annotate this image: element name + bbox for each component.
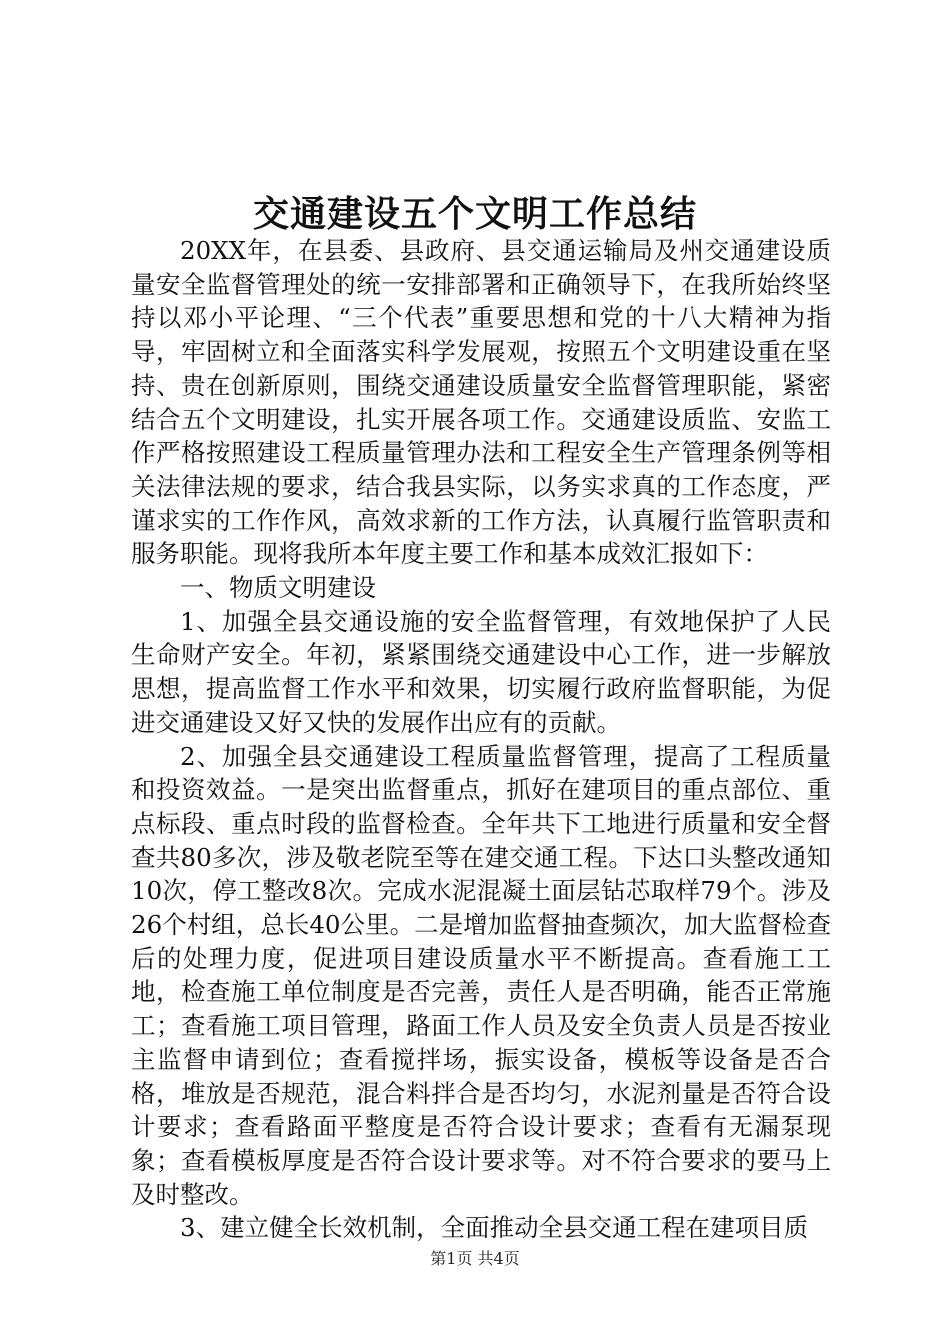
paragraph-item-1: 1、加强全县交通设施的安全监督管理，有效地保护了人民生命财产安全。年初，紧紧围绕交通建设中心工作，进一步解放思想，提高监督工作水平和效果，切实履行政府监督职能，为促进交通建设又好又快的发展作出应有的贡献。 xyxy=(131,606,831,737)
page-number-footer: 第1页 共4页 xyxy=(430,1249,520,1268)
document-title: 交通建设五个文明工作总结 xyxy=(252,193,697,235)
section-heading: 一、物质文明建设 xyxy=(180,573,376,603)
paragraph-item-3: 3、建立健全长效机制，全面推动全县交通工程在建项目质 xyxy=(180,1213,809,1243)
paragraph-intro: 20XX年，在县委、县政府、县交通运输局及州交通建设质量安全监督管理处的统一安排部署和正确领导下，在我所始终坚持以邓小平论理、“三个代表”重要思想和党的十八大精神为指导，牢固树立和全面落实科学发展观，按照五个文明建设重在坚持、贵在创新原则，围绕交通建设质量安全监督管理职能，紧密结合五个文明建设，扎实开展各项工作。交通建设质监、安监工作严格按照建设工程质量管理办法和工程安全生产管理条例等相关法律法规的要求，结合我县实际，以务实求真的工作态度，严谨求实的工作作风，高效求新的工作方法，认真履行监管职责和服务职能。现将我所本年度主要工作和基本成效汇报如下： xyxy=(131,236,831,569)
paragraph-item-2: 2、加强全县交通建设工程质量监督管理，提高了工程质量和投资效益。一是突出监督重点，抓好在建项目的重点部位、重点标段、重点时段的监督检查。全年共下工地进行质量和安全督查共80多次，涉及敬老院至等在建交通工程。下达口头整改通知10次，停工整改8次。完成水泥混凝土面层钻芯取样79个。涉及26个村组，总长40公里。二是增加监督抽查频次，加大监督检查后的处理力度，促进项目建设质量水平不断提高。查看施工工地，检查施工单位制度是否完善，责任人是否明确，能否正常施工；查看施工项目管理，路面工作人员及安全负责人员是否按业主监督申请到位；查看搅拌场，振实设备，模板等设备是否合格，堆放是否规范，混合料拌合是否均匀，水泥剂量是否符合设计要求；查看路面平整度是否符合设计要求；查看有无漏泵现象；查看模板厚度是否符合设计要求等。对不符合要求的要马上及时整改。 xyxy=(131,741,831,1209)
document-body xyxy=(131,234,831,1245)
